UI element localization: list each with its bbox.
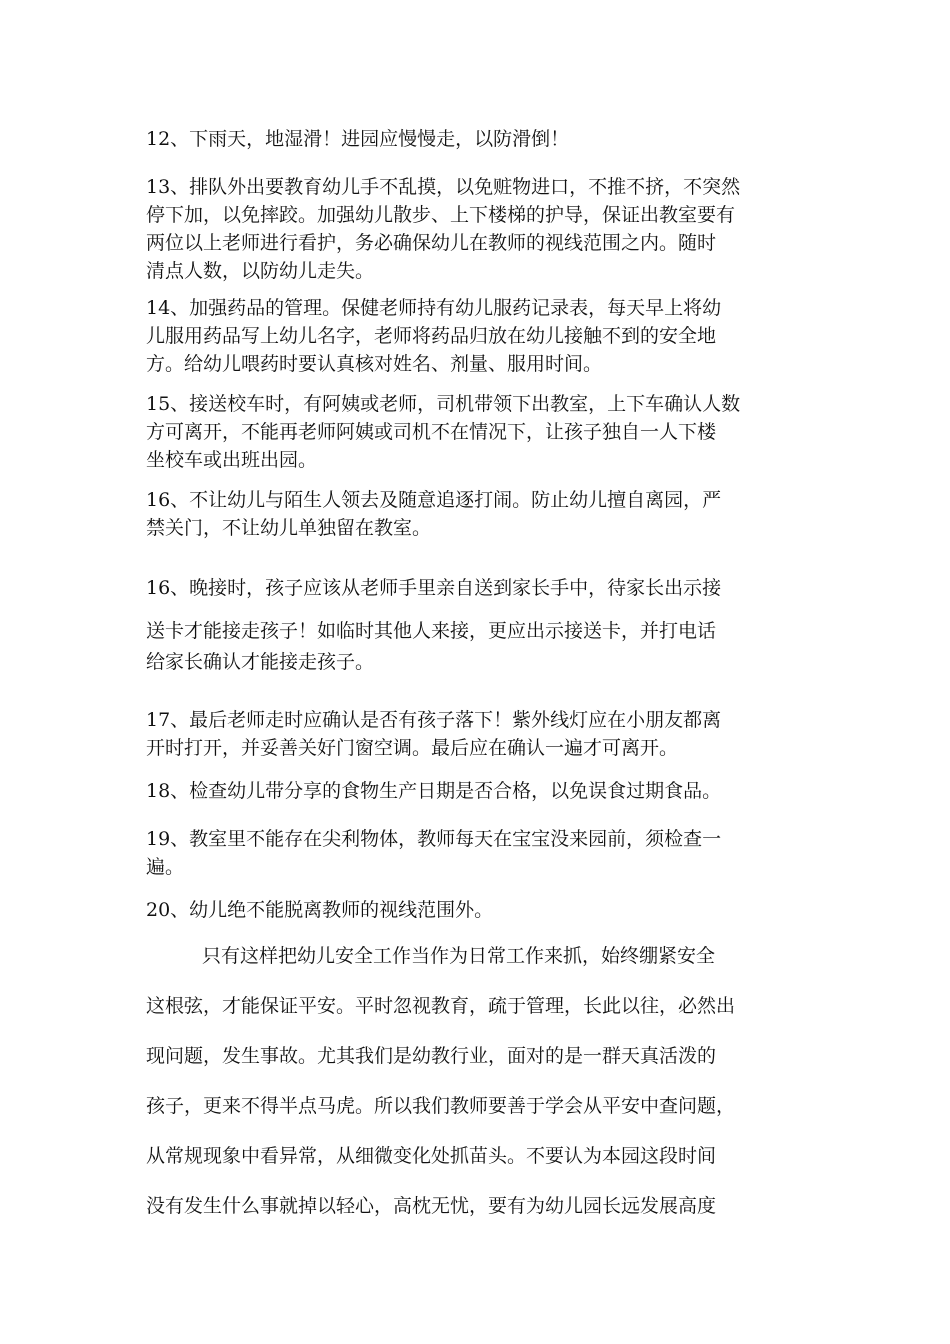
item-18	[146, 777, 822, 805]
closing-paragraph	[146, 942, 822, 1242]
closing-line: 没有发生什么事就掉以轻心，高枕无忧，要有为幼儿园长远发展高度	[146, 1195, 717, 1217]
item-19	[146, 825, 822, 881]
item-line: 14、加强药品的管理。保健老师持有幼儿服药记录表，每天早上将幼	[146, 297, 722, 319]
item-line: 给家长确认才能接走孩子。	[146, 651, 375, 673]
item-17	[146, 706, 822, 762]
item-14	[146, 294, 822, 378]
item-15	[146, 390, 822, 474]
item-16-pickup	[146, 574, 822, 691]
item-line: 19、教室里不能存在尖利物体，教师每天在宝宝没来园前，须检查一	[146, 828, 722, 850]
item-13	[146, 173, 822, 285]
item-line: 18、检查幼儿带分享的食物生产日期是否合格，以免误食过期食品。	[146, 780, 722, 802]
item-line: 方可离开，不能再老师阿姨或司机不在情况下，让孩子独自一人下楼	[146, 421, 717, 443]
item-line: 12、下雨天，地湿滑！进园应慢慢走，以防滑倒！	[146, 128, 570, 150]
item-line: 13、排队外出要教育幼儿手不乱摸，以免赃物进口，不推不挤，不突然	[146, 176, 741, 198]
item-line: 送卡才能接走孩子！如临时其他人来接，更应出示接送卡，并打电话	[146, 620, 717, 642]
closing-line: 从常规现象中看异常，从细微变化处抓苗头。不要认为本园这段时间	[146, 1145, 717, 1167]
item-line: 15、接送校车时，有阿姨或老师，司机带领下出教室，上下车确认人数	[146, 393, 741, 415]
item-line: 16、晚接时，孩子应该从老师手里亲自送到家长手中，待家长出示接	[146, 577, 722, 599]
item-line: 清点人数，以防幼儿走失。	[146, 260, 375, 282]
item-line: 开时打开，并妥善关好门窗空调。最后应在确认一遍才可离开。	[146, 737, 679, 759]
item-line: 17、最后老师走时应确认是否有孩子落下！紫外线灯应在小朋友都离	[146, 709, 722, 731]
item-line: 16、不让幼儿与陌生人领去及随意追逐打闹。防止幼儿擅自离园，严	[146, 489, 722, 511]
item-line: 遍。	[146, 856, 185, 878]
closing-line: 孩子，更来不得半点马虎。所以我们教师要善于学会从平安中查问题，	[146, 1095, 736, 1117]
closing-line: 这根弦，才能保证平安。平时忽视教育，疏于管理，长此以往，必然出	[146, 995, 736, 1017]
item-line: 方。给幼儿喂药时要认真核对姓名、剂量、服用时间。	[146, 353, 603, 375]
item-20	[146, 896, 822, 924]
item-16-stranger	[146, 486, 822, 542]
item-line: 坐校车或出班出园。	[146, 449, 318, 471]
item-line: 停下加，以免摔跤。加强幼儿散步、上下楼梯的护导，保证出教室要有	[146, 204, 736, 226]
item-line: 两位以上老师进行看护，务必确保幼儿在教师的视线范围之内。随时	[146, 232, 717, 254]
closing-line: 只有这样把幼儿安全工作当作为日常工作来抓，始终绷紧安全	[202, 945, 716, 967]
item-line: 禁关门，不让幼儿单独留在教室。	[146, 517, 432, 539]
item-12	[146, 125, 822, 153]
closing-line: 现问题，发生事故。尤其我们是幼教行业，面对的是一群天真活泼的	[146, 1045, 717, 1067]
item-line: 儿服用药品写上幼儿名字，老师将药品归放在幼儿接触不到的安全地	[146, 325, 717, 347]
item-line: 20、幼儿绝不能脱离教师的视线范围外。	[146, 899, 494, 921]
